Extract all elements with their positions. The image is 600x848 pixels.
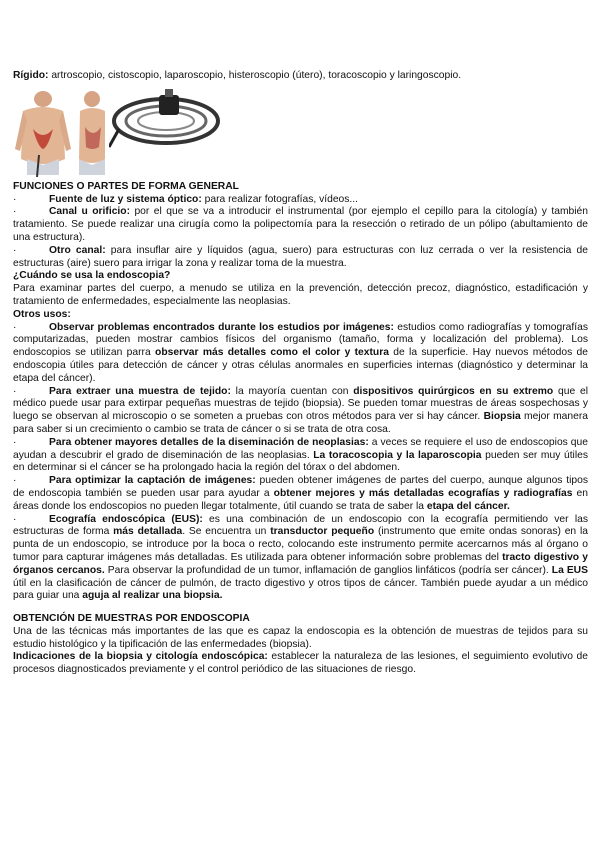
uso-1-bold-1: Observar problemas encontrados durante los estudios por imágenes: [49,321,394,333]
bullet: · [13,513,17,525]
uso-4-bold-3: etapa del cáncer. [426,500,510,512]
uso-5-bold-5: La EUS [551,564,588,576]
otros-uso-1 [13,322,588,386]
bullet: · [13,475,17,487]
uso-2-text-2: que el médico puede usar para extirpar pequeñas muestras de tejido (biopsia). Se pueden tomar muestras de áreas sospechosas y luego se observan al microscopio o se someten a pruebas con otros métodos para ver si hay cáncer. [13,385,588,423]
uso-2-text-3: mejor manera para saber si un crecimiento o cambio se trata de cáncer o si se trata de otra cosa. [13,411,588,435]
uso-5-text-3: (instrumento que emite ondas sonoras) en la punta de un endoscopio, se introduce por la boca o recto, colocando este instrumento permite acercarnos más al órgano o tumor para capturar imágenes más detalladas. Es utilizada para obtener información sobre problemas del [13,526,588,563]
uso-5-bold-2: más detallada [113,526,183,538]
indicaciones-text: establecer la naturaleza de las lesiones, el seguimiento evolutivo de procesos diagnosticados previamente y el control periódico de las situaciones de riesgo. [13,651,589,676]
uso-5-text-1: es una combinación de un endoscopio con la ecografía permitiendo ver las estructuras de forma [13,513,588,538]
uso-5-bold-1: Ecografía endoscópica (EUS): [49,513,203,525]
section-gap [13,603,588,613]
uso-3-text-2: pueden ser muy útiles en determinar si el cáncer se ha prolongado hacia la región del tórax o del abdomen. [13,449,589,474]
uso-2-bold-3: Biopsia [483,411,521,423]
uso-3-bold-2: La toracoscopia y la laparoscopia [313,449,482,461]
bullet: · [13,193,17,205]
otros-uso-5 [13,514,588,604]
funciones-item-2 [13,206,588,244]
indicaciones-paragraph [13,651,588,677]
funciones-item-3-bold: Otro canal: [49,244,106,256]
funciones-item-2-bold: Canal u orificio: [49,206,130,218]
cuando-paragraph: Para examinar partes del cuerpo, a menudo se utiliza en la prevención, detección precoz, diagnóstico, estadificación y tratamiento de enfermedades, especialmente las neoplasias. [13,283,588,307]
uso-4-bold-1: Para optimizar la captación de imágenes: [49,475,256,487]
otros-uso-2 [13,386,588,437]
rigid-text: artroscopio, cistoscopio, laparoscopio, histeroscopio (útero), toracoscopio y laringoscopio. [48,70,462,81]
funciones-item-3-text: para insuflar aire y líquidos (agua, suero) para estructuras con luz cerrada o ver la resistencia de estructuras (aire) suero para irrigar la zona y realizar toma de la muestra. [13,244,588,269]
funciones-heading: FUNCIONES O PARTES DE FORMA GENERAL [13,180,239,192]
rigid-paragraph [13,70,588,83]
endoscope-device-image [109,89,224,151]
uso-5-text-4: Para observar la profundidad de un tumor, inflamación de ganglios linfáticos (podría ser cáncer). [104,564,552,576]
otros-heading: Otros usos: [13,308,71,320]
otros-uso-3 [13,437,588,475]
uso-4-text-2: en áreas donde los endoscopios no pueden llegar totalmente, útil cuando se trata de saber la [13,487,588,512]
rigid-label: Rígido: [13,70,49,81]
uso-5-bold-6: aguja al realizar una biopsia. [82,590,223,602]
bullet: · [13,206,17,218]
torso-figure-2-image [75,89,109,177]
funciones-item-3 [13,245,588,271]
document-page [13,70,588,677]
uso-4-bold-2: obtener mejores y más detalladas ecografías y radiografías [273,487,573,499]
illustrations [13,89,588,177]
bullet: · [13,321,17,333]
uso-5-text-2: . Se encuentra un [182,526,271,538]
otros-uso-4 [13,475,588,513]
uso-3-bold-1: Para obtener mayores detalles de la diseminación de neoplasias: [49,436,369,448]
bullet: · [13,385,17,397]
bullet: · [13,436,17,448]
funciones-item-1-text: para realizar fotografías, vídeos... [201,193,359,205]
torso-figure-1-image [13,89,73,177]
indicaciones-bold: Indicaciones de la biopsia y citología endoscópica: [13,651,268,663]
bullet: · [13,244,17,256]
uso-3-text-1: a veces se requiere el uso de endoscopios que ayudan a descubrir el grado de diseminación de las neoplasias. [13,436,588,461]
uso-4-text-1: pueden obtener imágenes de partes del cuerpo, aunque algunos tipos de endoscopia también se pueden usar para ayudar a [13,475,588,499]
funciones-item-1 [13,194,588,207]
cuando-heading: ¿Cuándo se usa la endoscopia? [13,270,171,282]
uso-1-bold-2: observar más detalles como el color y textura [155,347,389,359]
obtencion-paragraph: Una de las técnicas más importantes de las que es capaz la endoscopia es la obtención de muestras de tejidos para su estudio histológico y la tipificación de las enfermedades (biopsia). [13,625,588,650]
uso-5-text-5: útil en la clasificación de cáncer de pulmón, de tracto digestivo y otros tipos de cáncer. También puede ayudar a un médico para guiar una [13,577,588,602]
uso-1-text-1: estudios como radiografías y tomografías computarizadas, pueden mostrar cambios físicos del organismo (tamaño, forma y localización del problema). Los endoscopios se utilizan parra [13,321,588,359]
funciones-item-1-bold: Fuente de luz y sistema óptico: [49,193,202,205]
funciones-item-2-text: por el que se va a introducir el instrumental (por ejemplo el cepillo para la citología) y también tratamiento. Se puede realizar una cirugía como la polipectomía para la resección o retirado de un pólipo (abultamiento de una estructura). [13,206,588,243]
uso-5-bold-3: transductor pequeño [270,526,375,538]
obtencion-heading: OBTENCIÓN DE MUESTRAS POR ENDOSCOPIA [13,613,250,625]
uso-1-text-2: de la superficie. Hay nuevos métodos de endoscopia útiles para detección de cáncer y otras células anormales en superficies internas (diagnóstico y determinar la etapa del cáncer). [13,347,588,384]
uso-2-bold-2: dispositivos quirúrgicos en su extremo [353,385,554,397]
uso-5-bold-4: tracto digestivo y órganos cercanos. [13,551,588,576]
uso-2-text-1: la mayoría cuentan con [230,385,354,397]
uso-2-bold-1: Para extraer una muestra de tejido: [49,385,231,397]
